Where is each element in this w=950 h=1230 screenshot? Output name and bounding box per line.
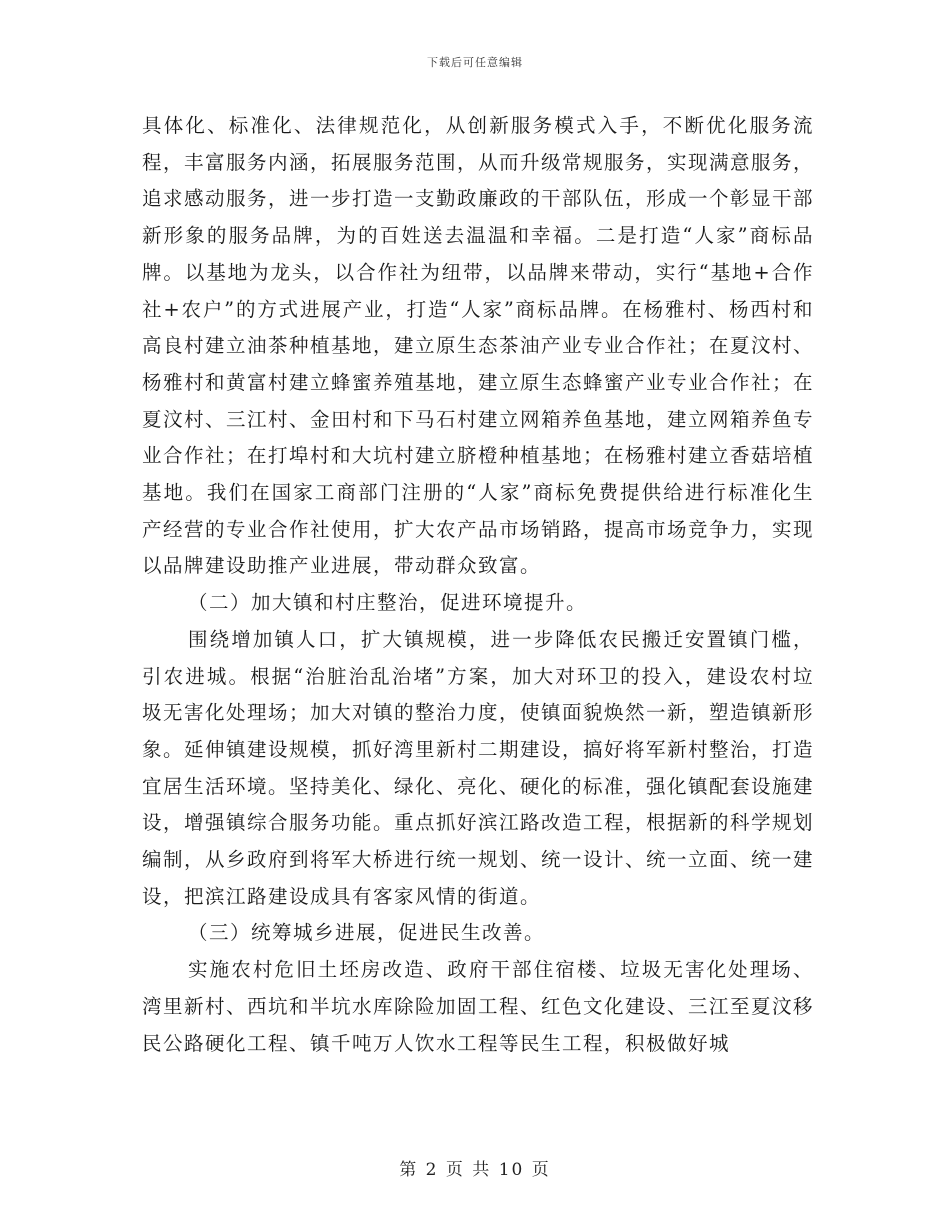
document-body <box>142 108 814 1062</box>
page-number-footer: 第 2 页 共 10 页 <box>399 1160 551 1180</box>
body-paragraph-livelihood: 实施农村危旧土坯房改造、政府干部住宿楼、垃圾无害化处理场、湾里新村、西坑和半坑水库除险加固工程、红色文化建设、三江至夏汶移民公路硬化工程、镇千吨万人饮水工程等民生工程，积极做好城 <box>142 958 815 1055</box>
section-heading-2: （二）加大镇和村庄整治，促进环境提升。 <box>188 591 588 615</box>
body-paragraph-town-renovation: 围绕增加镇人口，扩大镇规模，进一步降低农民搬迁安置镇门槛，引农进城。根据“治脏治乱治堵”方案，加大对环卫的投入，建设农村垃圾无害化处理场；加大对镇的整治力度，使镇面貌焕然一新，塑造镇新形象。延伸镇建设规模，抓好湾里新村二期建设，搞好将军新村整治，打造宜居生活环境。坚持美化、绿化、亮化、硬化的标准，强化镇配套设施建设，增强镇综合服务功能。重点抓好滨江路改造工程，根据新的科学规划编制，从乡政府到将军大桥进行统一规划、统一设计、统一立面、统一建设，把滨江路建设成具有客家风情的街道。 <box>142 627 815 908</box>
body-paragraph-continued: 具体化、标准化、法律规范化，从创新服务模式入手，不断优化服务流程，丰富服务内涵，拓展服务范围，从而升级常规服务，实现满意服务，追求感动服务，进一步打造一支勤政廉政的干部队伍，形成一个彰显干部新形象的服务品牌，为的百姓送去温温和幸福。二是打造“人家”商标品牌。以基地为龙头，以合作社为纽带，以品牌来带动，实行“基地+合作社+农户”的方式进展产业，打造“人家”商标品牌。在杨雅村、杨西村和高良村建立油茶种植基地，建立原生态茶油产业专业合作社；在夏汶村、杨雅村和黄富村建立蜂蜜养殖基地，建立原生态蜂蜜产业专业合作社；在夏汶村、三江村、金田村和下马石村建立网箱养鱼基地，建立网箱养鱼专业合作社；在打埠村和大坑村建立脐橙种植基地；在杨雅村建立香菇培植基地。我们在国家工商部门注册的“人家”商标免费提供给进行标准化生产经营的专业合作社使用，扩大农产品市场销路，提高市场竞争力，实现以品牌建设助推产业进展，带动群众致富。 <box>142 114 815 578</box>
page-header: 下载后可任意编辑 <box>427 56 523 69</box>
section-heading-3: （三）统筹城乡进展，促进民生改善。 <box>188 921 546 945</box>
